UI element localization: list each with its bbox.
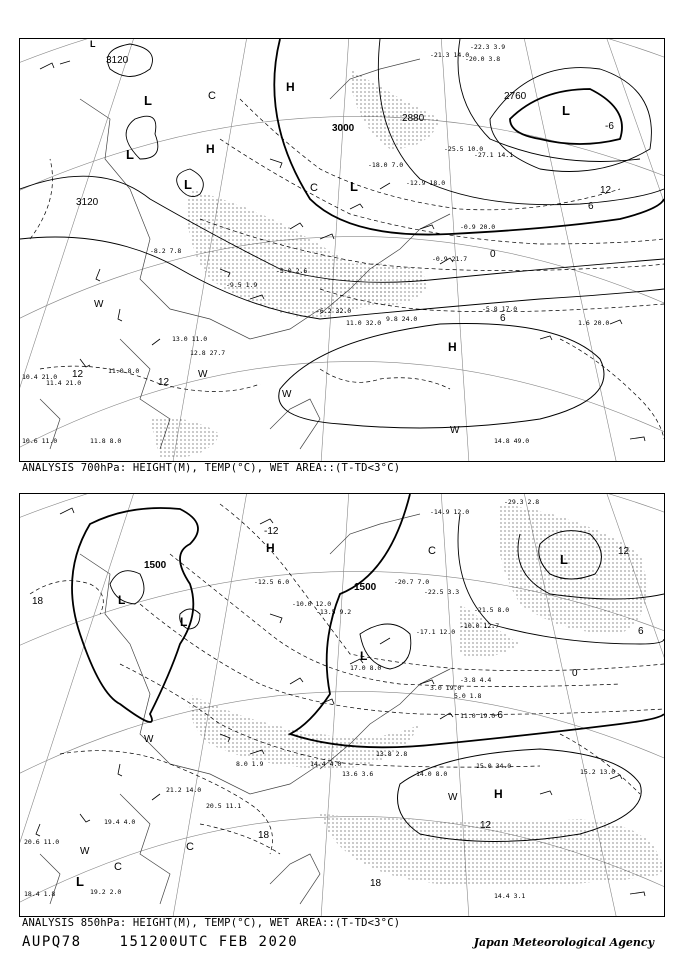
height-label: 1500 — [144, 560, 167, 571]
temp-label: 18 — [32, 596, 44, 607]
low-symbol: L — [126, 147, 134, 162]
station-obs: 11.0 32.0 — [346, 319, 382, 327]
temp-label: 0 — [490, 249, 496, 260]
temp-label: 18 — [258, 830, 270, 841]
low-symbol: L — [90, 39, 96, 49]
low-symbol: L — [562, 103, 570, 118]
station-obs: 11.8 8.0 — [90, 437, 122, 445]
chart-timestamp: 151200UTC FEB 2020 — [119, 934, 299, 950]
station-obs: -10.0 12.0 — [292, 600, 332, 608]
panel-caption-850hpa: ANALYSIS 850hPa: HEIGHT(M), TEMP(°C), WET AREA::(T-TD<3°C) — [22, 917, 401, 929]
station-obs: 14.4 3.1 — [494, 892, 526, 900]
temp-label: -6 — [494, 710, 503, 721]
warm-symbol: W — [94, 299, 104, 310]
high-symbol: H — [286, 80, 295, 94]
map-panel-850hpa — [19, 493, 665, 917]
station-obs: -21.5 8.0 — [474, 606, 510, 614]
station-obs: -22.3 3.9 — [470, 43, 506, 51]
panel-caption-700hpa: ANALYSIS 700hPa: HEIGHT(M), TEMP(°C), WET AREA::(T-TD<3°C) — [22, 462, 401, 474]
temp-label: 6 — [588, 201, 594, 212]
high-symbol: H — [494, 787, 503, 801]
station-obs: 11.0 8.0 — [108, 367, 140, 375]
station-obs: -27.1 14.1 — [474, 151, 514, 159]
station-obs: 19.2 2.0 — [90, 888, 122, 896]
height-label: 3000 — [332, 123, 355, 134]
station-obs: -5.0 2.6 — [276, 267, 308, 275]
cold-symbol: C — [186, 841, 194, 853]
station-obs: 12.8 27.7 — [190, 349, 226, 357]
height-label: 1500 — [354, 582, 377, 593]
temp-label: 18 — [370, 878, 382, 889]
station-obs: 13.8 2.8 — [376, 750, 408, 758]
station-obs: 15.0 34.0 — [476, 762, 512, 770]
station-obs: 10.4 21.0 — [22, 373, 58, 381]
station-obs: 20.5 11.1 — [206, 802, 242, 810]
agency-credit: Japan Meteorological Agency — [473, 936, 654, 949]
station-obs: 8.0 1.9 — [236, 760, 264, 768]
temp-label: -6 — [605, 121, 614, 132]
station-obs: 10.6 11.0 — [22, 437, 58, 445]
station-obs: 1.6 20.0 — [578, 319, 610, 327]
temp-label: -12 — [264, 526, 279, 537]
station-obs: 21.2 14.0 — [166, 786, 202, 794]
low-symbol: L — [184, 177, 192, 192]
station-obs: -14.9 12.0 — [430, 508, 470, 516]
cold-symbol: C — [310, 182, 318, 194]
warm-symbol: W — [448, 792, 458, 803]
height-label: 2880 — [402, 113, 425, 124]
map-850hpa-svg — [20, 494, 664, 916]
high-symbol: H — [448, 340, 457, 354]
station-obs: 11.4 21.0 — [46, 379, 82, 387]
station-obs: -0.9 21.7 — [432, 255, 468, 263]
high-symbol: H — [206, 142, 215, 156]
station-obs: -3.8 4.4 — [460, 676, 492, 684]
wet-areas — [189, 504, 664, 885]
temp-label: 12 — [618, 546, 630, 557]
wet-areas — [150, 69, 440, 459]
station-obs: -12.9 18.0 — [406, 179, 446, 187]
low-symbol: L — [180, 615, 188, 629]
station-obs: 20.6 11.0 — [24, 838, 60, 846]
temp-label: 12 — [72, 369, 84, 380]
station-obs: -9.5 1.9 — [226, 281, 258, 289]
station-obs: 3.0 19.0 — [430, 684, 462, 692]
chart-footer-id — [22, 934, 326, 950]
station-obs: 15.2 13.0 — [580, 768, 616, 776]
low-symbol: L — [360, 649, 368, 663]
chart-id: AUPQ78 — [22, 934, 82, 950]
low-symbol: L — [144, 93, 152, 108]
station-obs: -22.5 3.3 — [424, 588, 460, 596]
station-obs: -17.1 12.0 — [416, 628, 456, 636]
temp-label: 6 — [638, 626, 644, 637]
station-obs: 17.0 8.0 — [350, 664, 382, 672]
height-label: 3120 — [76, 197, 99, 208]
station-obs: 14.8 49.0 — [494, 437, 530, 445]
station-obs: -12.5 6.0 — [254, 578, 290, 586]
warm-symbol: W — [198, 369, 208, 380]
station-obs: 11.0 19.0 — [460, 712, 496, 720]
station-obs: -10.0 12.7 — [460, 622, 500, 630]
temp-label: 0 — [572, 668, 578, 679]
station-obs: 13.6 3.6 — [342, 770, 374, 778]
station-obs: 18.4 1.8 — [24, 890, 56, 898]
station-obs: -6.2 32.0 — [316, 307, 352, 315]
low-symbol: L — [350, 179, 358, 194]
map-700hpa-svg — [20, 39, 664, 461]
wind-barbs — [40, 61, 645, 441]
low-symbol: L — [118, 593, 126, 607]
station-obs: 9.8 24.0 — [386, 315, 418, 323]
station-obs: -18.0 7.0 — [368, 161, 404, 169]
temp-label: 12 — [158, 377, 170, 388]
height-label: 3120 — [106, 55, 129, 66]
station-obs: -13.5 9.2 — [316, 608, 352, 616]
cold-symbol: C — [208, 90, 216, 102]
station-obs: -29.3 2.8 — [504, 498, 540, 506]
station-obs: 19.4 4.0 — [104, 818, 136, 826]
temp-label: 6 — [500, 313, 506, 324]
cold-symbol: C — [114, 861, 122, 873]
warm-symbol: W — [80, 846, 90, 857]
height-label: 2760 — [504, 91, 527, 102]
station-obs: -25.5 10.0 — [444, 145, 484, 153]
station-obs: 14.4 4.0 — [310, 760, 342, 768]
station-obs: -20.7 7.0 — [394, 578, 430, 586]
warm-symbol: W — [144, 734, 154, 745]
station-obs: -20.0 3.8 — [465, 55, 501, 63]
warm-symbol: W — [450, 425, 460, 436]
temp-label: 12 — [600, 185, 612, 196]
temp-label: 12 — [480, 820, 492, 831]
station-obs: -8.2 7.8 — [150, 247, 182, 255]
cold-symbol: C — [428, 545, 436, 557]
station-obs: 14.0 8.0 — [416, 770, 448, 778]
station-obs: 5.0 1.8 — [454, 692, 482, 700]
station-obs: -21.3 14.0 — [430, 51, 470, 59]
station-obs: 13.0 11.0 — [172, 335, 208, 343]
warm-symbol: W — [282, 389, 292, 400]
high-symbol: H — [266, 541, 275, 555]
station-obs: -0.9 20.0 — [460, 223, 496, 231]
station-obs: -5.8 17.0 — [482, 305, 518, 313]
low-symbol: L — [76, 874, 84, 889]
map-panel-700hpa — [19, 38, 665, 462]
low-symbol: L — [560, 552, 568, 567]
